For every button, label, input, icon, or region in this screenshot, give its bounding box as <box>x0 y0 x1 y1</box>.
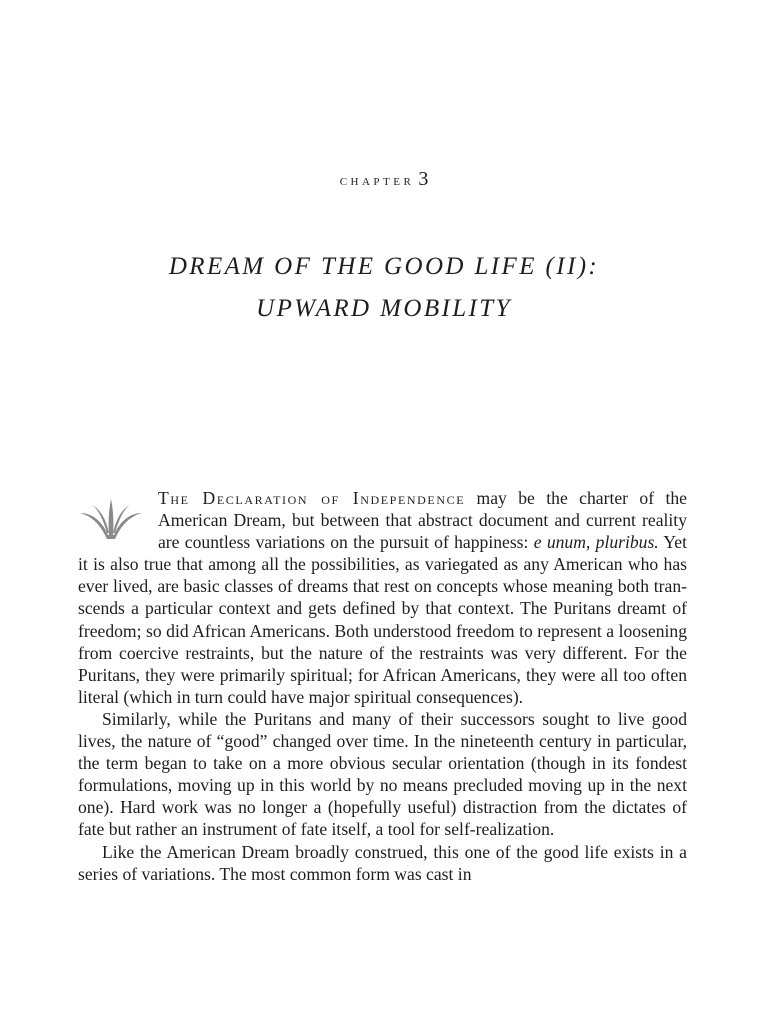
body-text <box>78 487 687 885</box>
paragraph-1-text-b: Yet it is also true that among all the possibilities, as variegated as any American who has ever lived, are basic classes of dreams that rest on concepts whose meaning both transcends a particular context and gets defined by that context. The Puritans dreamt of freedom; so did African Americans. Both understood freedom to represent a loosening from coercive restraints, but the nature of the restraints was very different. For the Puritans, they were primarily spiritual; for African Americans, they were all too often literal (which in turn could have major spiritual consequences). <box>78 532 688 707</box>
paragraph-2: Similarly, while the Puritans and many of their successors sought to live good lives, the nature of “good” changed over time. In the nineteenth century in particular, the term began to take on a more obvious secular orientation (though in its fondest formulations, moving up in this world by no means precluded moving up in the next one). Hard work was no longer a (hopefully useful) distraction from the dictates of fate but rather an instrument of fate itself, a tool for self-realization. <box>78 708 687 840</box>
chapter-title-line-1: DREAM OF THE GOOD LIFE (II): <box>168 253 600 280</box>
paragraph-1-text-a: may be the charter of the American Dream, but between that abstract document and current reality are countless variations on the pursuit of happiness: <box>158 488 687 553</box>
paragraph-3: Like the American Dream broadly construed, this one of the good life exists in a series of variations. The most common form was cast in <box>78 841 687 884</box>
chapter-word: chapter <box>339 173 415 189</box>
paragraph-1-italic: e unum, pluribus. <box>533 532 659 553</box>
chapter-title <box>0 246 768 330</box>
fleuron-ornament-icon <box>78 491 144 553</box>
lead-in-small-caps: The Declaration of Independence <box>158 488 466 508</box>
chapter-label <box>0 168 768 191</box>
chapter-number: 3 <box>418 168 429 190</box>
chapter-title-line-2: UPWARD MOBILITY <box>256 295 512 322</box>
paragraph-1 <box>78 487 687 708</box>
